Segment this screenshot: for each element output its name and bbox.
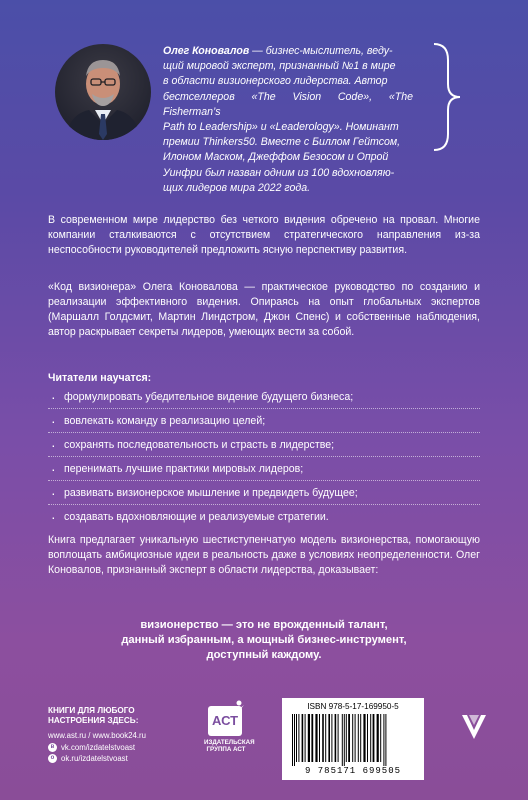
ast-publisher-logo: [204, 706, 255, 753]
bio-line: щих лидеров мира 2022 года.: [163, 181, 311, 194]
bio-line: премии Thinkers50. Вместе с Биллом Гейтсом,: [163, 136, 401, 149]
vk-icon: в: [48, 743, 57, 752]
barcode-bar: [302, 714, 304, 762]
barcode-bar: [325, 714, 326, 762]
barcode-bar: [296, 714, 297, 762]
quote-line: данный избранным, а мощный бизнес-инструмент,: [121, 634, 407, 646]
author-name: Олег Коновалов: [163, 45, 250, 57]
ast-caption-line: ИЗДАТЕЛЬСКАЯ: [204, 739, 255, 746]
barcode: [282, 698, 424, 780]
barcode-bar: [367, 714, 368, 762]
learn-heading: Читатели научатся:: [48, 372, 152, 384]
barcode-bar: [319, 714, 320, 762]
bio-line: в области визионерского лидерства. Автор: [163, 75, 388, 88]
barcode-bar: [377, 714, 379, 762]
key-quote: [48, 618, 480, 663]
author-portrait-image: [55, 44, 151, 140]
barcode-bar: [311, 714, 313, 762]
ast-logo-mark: [208, 706, 242, 736]
barcode-bar: [305, 714, 306, 762]
barcode-bar: [370, 714, 371, 762]
author-bio: [163, 44, 413, 196]
curly-brace-decoration: [426, 42, 466, 152]
list-item: · развивать визионерское мышление и предвидеть будущее;: [48, 481, 480, 505]
barcode-bar: [358, 714, 359, 762]
barcode-bar: [308, 714, 310, 762]
barcode-bar: [385, 714, 386, 766]
barcode-bar: [292, 714, 293, 766]
learn-list: [48, 385, 480, 528]
barcode-bar: [338, 714, 339, 762]
barcode-bar: [344, 714, 345, 766]
list-item: · сохранять последовательность и страсть в лидерстве;: [48, 433, 480, 457]
list-item: · создавать вдохновляющие и реализуемые стратегии.: [48, 505, 480, 528]
bio-line: бестселлеров «The Vision Code», «The Fisherman’s: [163, 90, 413, 118]
barcode-bar: [383, 714, 384, 766]
list-item: · вовлекать команду в реализацию целей;: [48, 409, 480, 433]
quote-line: визионерство — это не врожденный талант,: [140, 619, 388, 631]
author-photo: [55, 44, 151, 140]
barcode-bar: [322, 714, 324, 762]
bio-line: Path to Leadership» и «Leaderology». Номинант: [163, 121, 399, 134]
contacts-title-line: КНИГИ ДЛЯ ЛЮБОГО: [48, 706, 135, 715]
vk-text: vk.com/izdatelstvoast: [61, 742, 136, 752]
barcode-bar: [315, 714, 317, 762]
vk-link[interactable]: [48, 742, 208, 754]
list-item: · перенимать лучшие практики мировых лидеров;: [48, 457, 480, 481]
barcode-bar: [331, 714, 332, 762]
ok-icon: о: [48, 754, 57, 763]
barcode-bar: [380, 714, 381, 762]
website-text: www.ast.ru / www.book24.ru: [48, 731, 146, 740]
barcode-bars: [290, 714, 416, 766]
barcode-bar: [294, 714, 295, 766]
barcode-bar: [342, 714, 343, 766]
ast-logo-text: АСТ: [212, 713, 239, 728]
publisher-contacts: [48, 706, 208, 765]
closing-paragraph: Книга предлагает уникальную шестиступенчатую модель визионерства, помогающую воплощать амбициозные идеи в реальность даже в условиях неопределенности. Олег Коновалов, признанный эксперт в области лидерства, доказывает:: [48, 534, 480, 576]
barcode-bar: [352, 714, 353, 762]
description-paragraph: «Код визионера» Олега Коновалова — практическое руководство по созданию и реализации эффективного видения. Опираясь на опыт глобальных экспертов (Маршалл Голдсмит, Мартин Линдстром, Джон Спенс) и собственные наблюдения, автор раскрывает секреты лидеров, умеющих вести за собой.: [48, 281, 480, 338]
website-link[interactable]: [48, 730, 208, 742]
barcode-digits: 9 785171 699505: [304, 766, 401, 776]
barcode-bar: [363, 714, 365, 762]
ast-caption-line: ГРУППА АСТ: [206, 746, 246, 753]
bio-line: щий мировой эксперт, признанный №1 в мире: [163, 60, 396, 73]
contacts-title-line: НАСТРОЕНИЯ ЗДЕСЬ:: [48, 716, 139, 725]
ok-link[interactable]: [48, 753, 208, 765]
bio-line: — бизнес-мыслитель, веду-: [249, 45, 393, 57]
ok-text: ok.ru/izdatelstvoast: [61, 754, 128, 763]
ast-figure-icon: [232, 700, 246, 716]
barcode-bar: [373, 714, 375, 762]
ast-caption: [204, 739, 255, 753]
barcode-bar: [355, 714, 356, 762]
quote-line: доступный каждому.: [206, 649, 322, 661]
isbn-text: ISBN 978-5-17-169950-5: [307, 702, 399, 711]
v-publisher-icon: [458, 711, 490, 743]
barcode-bar: [298, 714, 299, 762]
barcode-bar: [360, 714, 361, 762]
barcode-bar: [335, 714, 337, 762]
barcode-bar: [348, 714, 350, 762]
barcode-bar: [346, 714, 347, 762]
intro-paragraph: В современном мире лидерство без четкого видения обречено на провал. Многие компании сталкиваются с отсутствием стратегического направления из-за неспособности руководителей предложить ясную перспективу развития.: [48, 214, 480, 256]
barcode-bar: [328, 714, 330, 762]
list-item: · формулировать убедительное видение будущего бизнеса;: [48, 385, 480, 409]
bio-line: Илоном Маском, Джеффом Безосом и Опрой: [163, 151, 389, 164]
bio-line: Уинфри был назван одним из 100 вдохновляю-: [163, 166, 395, 179]
